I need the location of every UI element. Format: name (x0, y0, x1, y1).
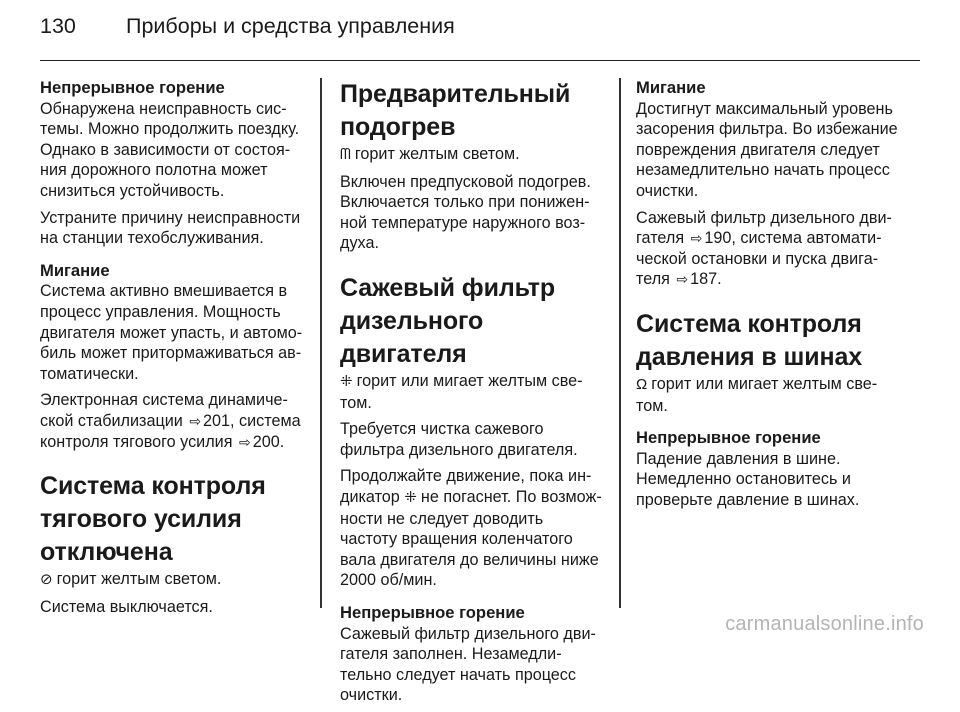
paragraph: Требуется чистка сажевого фильтра дизельного двигателя. (340, 420, 578, 459)
heading-continuous: Непрерывное горение (340, 602, 525, 622)
heading-continuous: Непрерывное горение (40, 78, 225, 97)
paragraph: Сажевый фильтр дизельного двигателя заполнен. Незамедлительно следует начать процесс очистки. (340, 624, 596, 705)
page-title: Приборы и средства управления (126, 14, 455, 38)
paragraph: Система активно вмешивается в процесс управления. Мощность двигателя может упасть, и автомобиль может притормаживаться автоматически. (40, 282, 303, 383)
paragraph: Устраните причину неисправности на станции техобслуживания. (40, 208, 301, 248)
paragraph: Ω горит или мигает желтым светом. (636, 374, 878, 415)
header-rule (40, 60, 920, 61)
heading-blink: Мигание (636, 78, 706, 97)
paragraph: ⁜ горит или мигает желтым светом. (340, 371, 583, 412)
paragraph: Продолжайте движение, пока индикатор ⁜ не погаснет. По возможности не следует доводить частоту вращения коленчатого вала двигателя до величины ниже 2000 об/мин. (340, 467, 602, 590)
paragraph-refs: Сажевый фильтр дизельного двигателя ⇨ 190, система автоматической остановки и пуска двигателя ⇨ 187. (636, 208, 892, 289)
glow-plug-icon: ᗰ (340, 146, 351, 163)
paragraph: ᗰ горит желтым светом. (340, 144, 603, 166)
paragraph: ⊘ горит желтым светом. (40, 569, 303, 591)
heading-preheat: Предварительный подогрев (340, 80, 571, 141)
diesel-particulate-filter-icon: ⁜ (340, 372, 353, 390)
traction-control-off-icon: ⊘ (40, 571, 53, 589)
watermark: carmanualsonline.info (725, 613, 924, 635)
page-header (40, 14, 455, 48)
page-ref-icon: ⇨ (238, 433, 251, 450)
paragraph: Падение давления в шине. Немедленно остановитесь и проверьте давление в шинах. (636, 449, 860, 509)
heading-continuous: Непрерывное горение (636, 428, 821, 448)
page-ref-icon: ⇨ (189, 412, 202, 429)
tire-pressure-icon: Ω (636, 375, 648, 393)
paragraph-esc: Электронная система динамической стабилизации ⇨ 201, система контроля тягового усилия ⇨ 200. (40, 391, 301, 451)
column-divider (320, 78, 322, 608)
heading-tc-off: Система контроля тягового усилия отключена (40, 472, 266, 567)
heading-tpms: Система контроля давления в шинах (636, 309, 863, 371)
diesel-particulate-filter-icon: ⁜ (404, 488, 417, 506)
column-divider (619, 78, 621, 608)
column-3 (636, 78, 899, 517)
paragraph: Обнаружена неисправность системы. Можно продолжить поездку. Однако в зависимости от состояния дорожного полотна может снизиться устойчивость. (40, 99, 300, 200)
paragraph: Включен предпусковой подогрев. Включается только при пониженной температуре наружного воздуха. (340, 172, 591, 253)
heading-blink: Мигание (40, 260, 110, 280)
heading-dpf: Сажевый фильтр дизельного двигателя (340, 273, 556, 368)
paragraph: Достигнут максимальный уровень засорения фильтра. Во избежание повреждения двигателя следует незамедлительно начать процесс очистки. (636, 99, 898, 200)
paragraph: Система выключается. (40, 597, 213, 616)
page-ref-icon: ⇨ (676, 271, 689, 288)
page-number: 130 (40, 14, 76, 38)
page-ref-icon: ⇨ (690, 230, 703, 247)
column-2 (340, 78, 603, 712)
column-1 (40, 78, 303, 623)
